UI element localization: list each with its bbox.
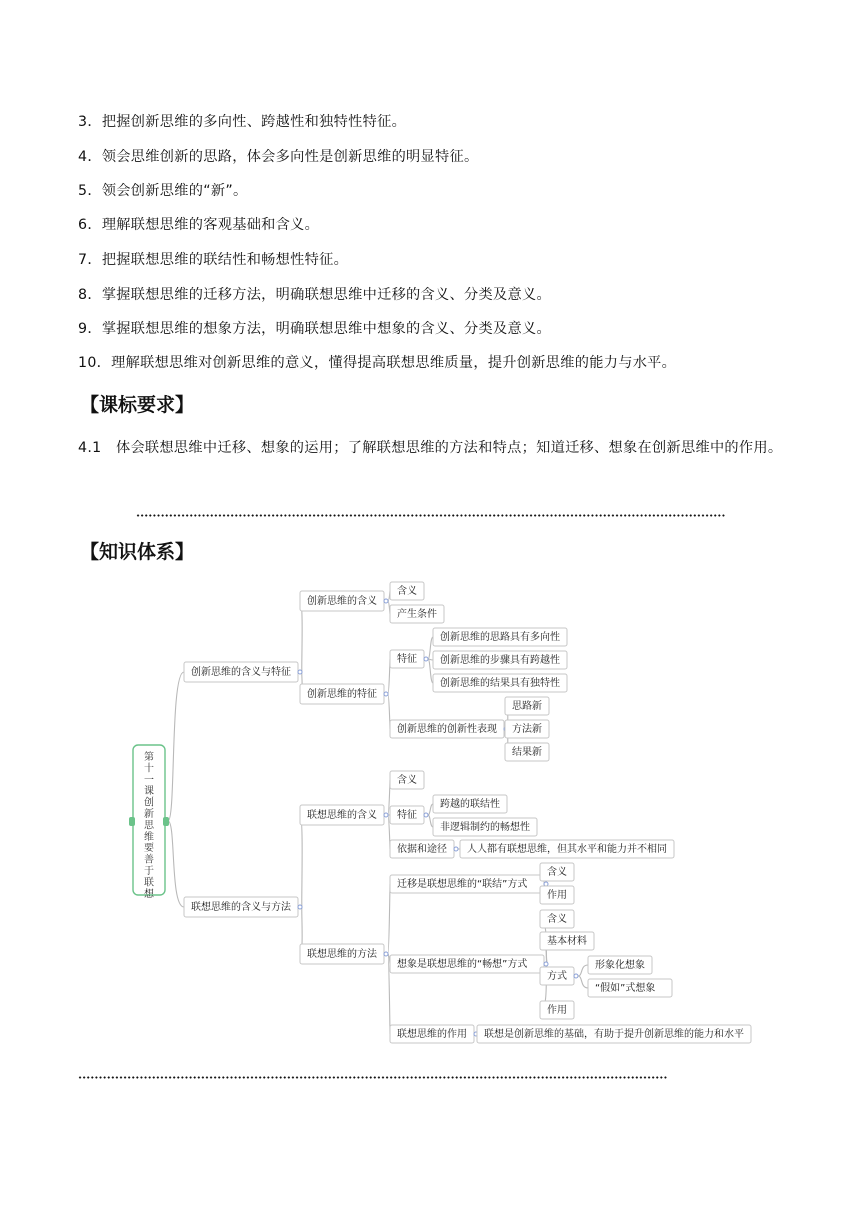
mindmap-connector — [428, 804, 433, 815]
mindmap-node-label: 联想思维的含义与方法 — [191, 902, 291, 913]
mindmap-connector — [428, 637, 433, 659]
mindmap-node-label: 产生条件 — [397, 609, 437, 620]
mindmap-node-a1 — [300, 591, 388, 611]
mindmap-node-b2b4 — [540, 1001, 574, 1019]
mindmap-node-b1b1 — [433, 795, 507, 813]
mindmap-node-b1a — [390, 771, 424, 789]
mindmap-node-b2b1 — [540, 910, 574, 928]
mindmap-node-b2a — [390, 875, 548, 893]
mindmap-node-label: 非逻辑制约的畅想性 — [440, 822, 530, 833]
mindmap-node-b2b — [390, 955, 548, 973]
mindmap-root-label: 第十一课创新思维要善于联想 — [144, 752, 154, 900]
section-title-knowledge: 【知识体系】 — [80, 541, 195, 563]
mindmap-node-label: 人人都有联想思维，但其水平和能力并不相同 — [467, 844, 667, 855]
objective-item: 7．把握联想思维的联结性和畅想性特征。 — [78, 252, 349, 268]
collapse-handle[interactable] — [574, 974, 578, 978]
mindmap-node-b2b3b — [588, 979, 672, 997]
mindmap-connector — [428, 815, 433, 827]
mindmap-node-label: 跨越的联结性 — [440, 799, 500, 810]
mindmap-node-a1b — [390, 605, 444, 623]
collapse-handle[interactable] — [544, 962, 548, 966]
mindmap-node-label: 创新思维的结果具有独特性 — [440, 678, 560, 689]
mindmap-node-b1b2 — [433, 818, 537, 836]
mindmap-node-b2b3a — [588, 956, 652, 974]
mindmap-node-b2a1 — [540, 863, 574, 881]
mindmap-node-label: 特征 — [397, 654, 417, 665]
mindmap-connector — [578, 976, 588, 988]
mindmap-node-b2b2 — [540, 932, 594, 950]
section-title-standards: 【课标要求】 — [80, 394, 195, 416]
mindmap-connector — [300, 601, 302, 672]
mindmap-node-label: 基本材料 — [547, 936, 587, 947]
mindmap-node-label: 想象是联想思维的“畅想”方式 — [397, 959, 528, 970]
mindmap-node-label: 特征 — [397, 810, 417, 821]
mindmap-node-a2a — [390, 650, 428, 668]
mindmap-node-a2b1 — [505, 697, 549, 715]
mindmap-node-label: 方式 — [547, 971, 567, 982]
collapse-handle[interactable] — [424, 657, 428, 661]
mindmap-node-b1 — [300, 805, 388, 825]
mindmap-connector — [168, 821, 184, 907]
objective-item: 5．领会创新思维的“新”。 — [78, 183, 248, 199]
objective-item: 8．掌握联想思维的迁移方法，明确联想思维中迁移的含义、分类及意义。 — [78, 287, 551, 303]
mindmap-node-label: 作用 — [547, 1005, 567, 1016]
collapse-handle[interactable] — [298, 670, 302, 674]
mindmap-connector — [578, 965, 588, 976]
objective-item: 3．把握创新思维的多向性、跨越性和独特性特征。 — [78, 114, 407, 130]
mindmap-node-b1c — [390, 840, 458, 858]
mindmap-node-b1b — [390, 806, 428, 824]
mindmap-node-label: 含义 — [547, 914, 567, 925]
mindmap-node-label: 联想思维的作用 — [397, 1029, 467, 1040]
mindmap-node-label: 思路新 — [512, 701, 542, 712]
mindmap-node-label: 结果新 — [512, 747, 542, 758]
mindmap-connector — [168, 672, 184, 821]
mindmap-node-b1c1 — [460, 840, 674, 858]
mindmap-node-label: 含义 — [547, 867, 567, 878]
mindmap-node-label: 含义 — [397, 586, 417, 597]
mindmap-connector — [388, 884, 390, 954]
mindmap-node-label: 含义 — [397, 775, 417, 786]
collapse-handle[interactable] — [454, 847, 458, 851]
mindmap-node-a2b3 — [505, 743, 549, 761]
collapse-handle[interactable] — [384, 813, 388, 817]
mindmap-node-a2a2 — [433, 651, 567, 669]
mindmap-node-a1a — [390, 582, 424, 600]
collapse-handle[interactable] — [384, 692, 388, 696]
mindmap-node-label: 迁移是联想思维的“联结”方式 — [397, 879, 528, 890]
objective-item: 4．领会思维创新的思路，体会多向性是创新思维的明显特征。 — [78, 149, 479, 165]
mindmap-node-a — [184, 662, 302, 682]
mindmap-node-label: 创新思维的思路具有多向性 — [440, 632, 560, 643]
mindmap-node-a2b — [390, 720, 508, 738]
mindmap-node-label: 创新思维的创新性表现 — [397, 724, 497, 735]
mindmap-node-label: 创新思维的含义 — [307, 596, 377, 607]
dotted-divider — [78, 1076, 668, 1079]
mindmap-node-label: 联想思维的方法 — [307, 949, 377, 960]
mindmap-node-label: “假如”式想象 — [595, 983, 656, 994]
mindmap-node-a2a3 — [433, 674, 567, 692]
collapse-handle[interactable] — [384, 952, 388, 956]
mindmap-node-label: 方法新 — [512, 724, 542, 735]
mindmap-node-b2 — [300, 944, 388, 964]
mindmap-node-a2 — [300, 684, 388, 704]
mindmap-node-label: 联想思维的含义 — [307, 810, 377, 821]
mindmap-node-b2b3 — [540, 967, 578, 985]
mindmap-node-label: 形象化想象 — [595, 960, 645, 971]
objective-item: 10．理解联想思维对创新思维的意义，懂得提高联想思维质量，提升创新思维的能力与水平。 — [78, 355, 677, 371]
mindmap-node-b2a2 — [540, 886, 574, 904]
standards-text: 4.1 体会联想思维中迁移、想象的运用；了解联想思维的方法和特点；知道迁移、想象在创新思维中的作用。 — [78, 440, 783, 456]
mindmap-node-label: 创新思维的步骤具有跨越性 — [440, 655, 560, 666]
mindmap-node-label: 作用 — [547, 890, 567, 901]
mindmap-node-b — [184, 897, 302, 917]
mindmap-node-label: 联想是创新思维的基础，有助于提升创新思维的能力和水平 — [484, 1029, 744, 1040]
mindmap-connector — [300, 815, 302, 907]
collapse-handle[interactable] — [424, 813, 428, 817]
collapse-handle[interactable] — [298, 905, 302, 909]
collapse-handle[interactable] — [384, 599, 388, 603]
mindmap-node-a2b2 — [505, 720, 549, 738]
mindmap-root — [129, 745, 169, 900]
mindmap-node-label: 依据和途径 — [397, 844, 447, 855]
mindmap-node-a2a1 — [433, 628, 567, 646]
mindmap-node-label: 创新思维的含义与特征 — [191, 667, 291, 678]
mindmap-node-b2c1 — [477, 1025, 751, 1043]
objective-item: 9．掌握联想思维的想象方法，明确联想思维中想象的含义、分类及意义。 — [78, 321, 551, 337]
objective-item: 6．理解联想思维的客观基础和含义。 — [78, 217, 320, 233]
mindmap-connector — [428, 659, 433, 683]
mindmap-nodes — [184, 582, 751, 1043]
collapse-handle[interactable] — [544, 882, 548, 886]
mindmap-node-b2c — [390, 1025, 478, 1043]
mindmap-node-label: 创新思维的特征 — [307, 689, 377, 700]
